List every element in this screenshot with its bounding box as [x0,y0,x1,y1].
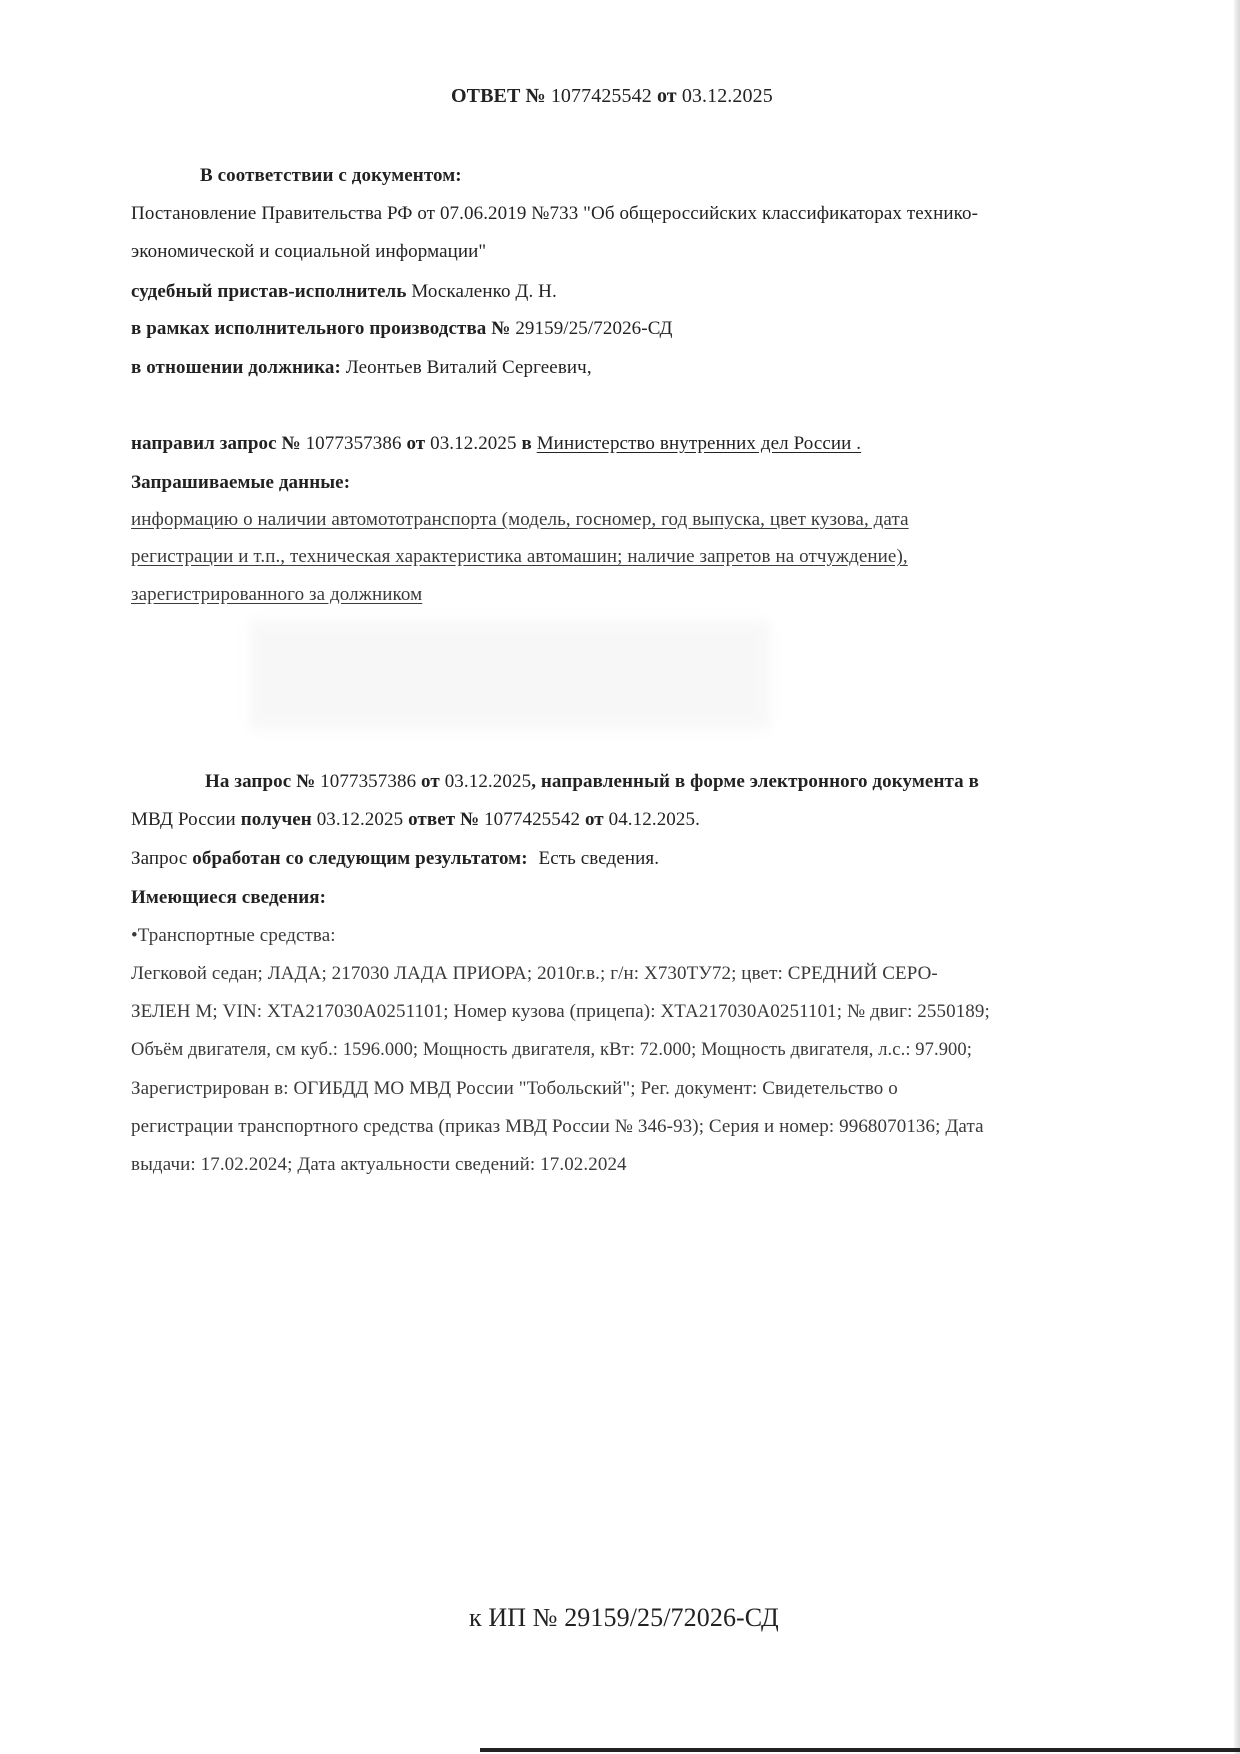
vehicle-line: ЗЕЛЕН М; VIN: ХТА217030А0251101; Номер кузова (прицепа): ХТА217030А0251101; № двиг: 2550189; [131,1001,990,1022]
proceeding-label: в рамках исполнительного производства № [131,318,511,339]
page-bottom-edge [480,1748,1240,1752]
vehicle-line: Легковой седан; ЛАДА; 217030 ЛАДА ПРИОРА; 2010г.в.; г/н: Х730ТУ72; цвет: СРЕДНИЙ СЕРО- [131,963,938,984]
response-answer-label: ответ № [408,809,480,830]
requested-heading: Запрашиваемые данные: [131,472,351,493]
page-right-edge [1234,0,1240,1754]
bailiff-label: судебный пристав-исполнитель [131,281,407,302]
response-line1 [205,770,979,794]
result-line [131,847,659,871]
result-prefix: Запрос [131,848,188,869]
basis-heading: В соответствии с документом: [200,165,462,186]
response-agency: МВД России [131,809,236,830]
response-request-date: 03.12.2025 [444,771,532,792]
requested-line2: регистрации и т.п., техническая характеристика автомашин; наличие запретов на отчуждение), [131,546,908,567]
proceeding-number: 29159/25/72026-СД [515,318,673,339]
response-received-date: 03.12.2025 [316,809,404,830]
document-title [451,84,773,108]
response-line2 [131,808,700,832]
vehicle-category: •Транспортные средства: [131,925,336,946]
vehicle-line: Зарегистрирован в: ОГИБДД МО МВД России "Тобольский"; Рег. документ: Свидетельство о [131,1078,898,1099]
debtor-line [131,356,592,380]
basis-document-line2: экономической и социальной информации" [131,241,487,262]
bailiff-line [131,280,557,304]
response-on-request-label: На запрос № [205,771,316,792]
request-agency: Министерство внутренних дел России . [536,433,862,454]
bailiff-name: Москаленко Д. Н. [411,281,557,302]
request-number: 1077357386 [305,433,402,454]
request-to: в [521,433,532,454]
request-date: 03.12.2025 [430,433,517,454]
result-label: обработан со следующим результатом: [192,848,528,869]
smudge [250,620,770,730]
response-request-number: 1077357386 [320,771,417,792]
response-answer-number: 1077425542 [484,809,581,830]
response-received-label: получен [240,809,312,830]
title-prefix: ОТВЕТ № [451,85,546,107]
response-sent-form: , направленный в форме электронного документа в [531,771,979,792]
info-heading: Имеющиеся сведения: [131,887,327,908]
debtor-name: Леонтьев Виталий Сергеевич, [345,357,592,378]
title-number: 1077425542 [550,85,652,107]
response-answer-date: 04.12.2025. [608,809,700,830]
response-from1: от [421,771,440,792]
debtor-label: в отношении должника: [131,357,341,378]
response-from2: от [584,809,604,830]
vehicle-line: регистрации транспортного средства (приказ МВД России № 346-93); Серия и номер: 9968070136; Дата [131,1116,984,1137]
request-sent-label: направил запрос № [131,433,301,454]
requested-line3: зарегистрированного за должником [131,584,423,605]
request-line [131,432,861,456]
result-value: Есть сведения. [538,848,660,869]
title-date: 03.12.2025 [681,85,773,107]
basis-document-line1: Постановление Правительства РФ от 07.06.2019 №733 "Об общероссийских классификаторах технико- [131,203,979,224]
title-from: от [656,85,677,107]
request-from: от [406,433,426,454]
vehicle-line: выдачи: 17.02.2024; Дата актуальности сведений: 17.02.2024 [131,1154,627,1175]
requested-line1: информацию о наличии автомототранспорта (модель, госномер, год выпуска, цвет кузова, дата [131,509,909,530]
vehicle-line: Объём двигателя, см куб.: 1596.000; Мощность двигателя, кВт: 72.000; Мощность двигателя, л.с.: 97.900; [131,1040,973,1060]
proceeding-line [131,317,673,341]
footer-case-reference: к ИП № 29159/25/72026-СД [469,1603,779,1632]
